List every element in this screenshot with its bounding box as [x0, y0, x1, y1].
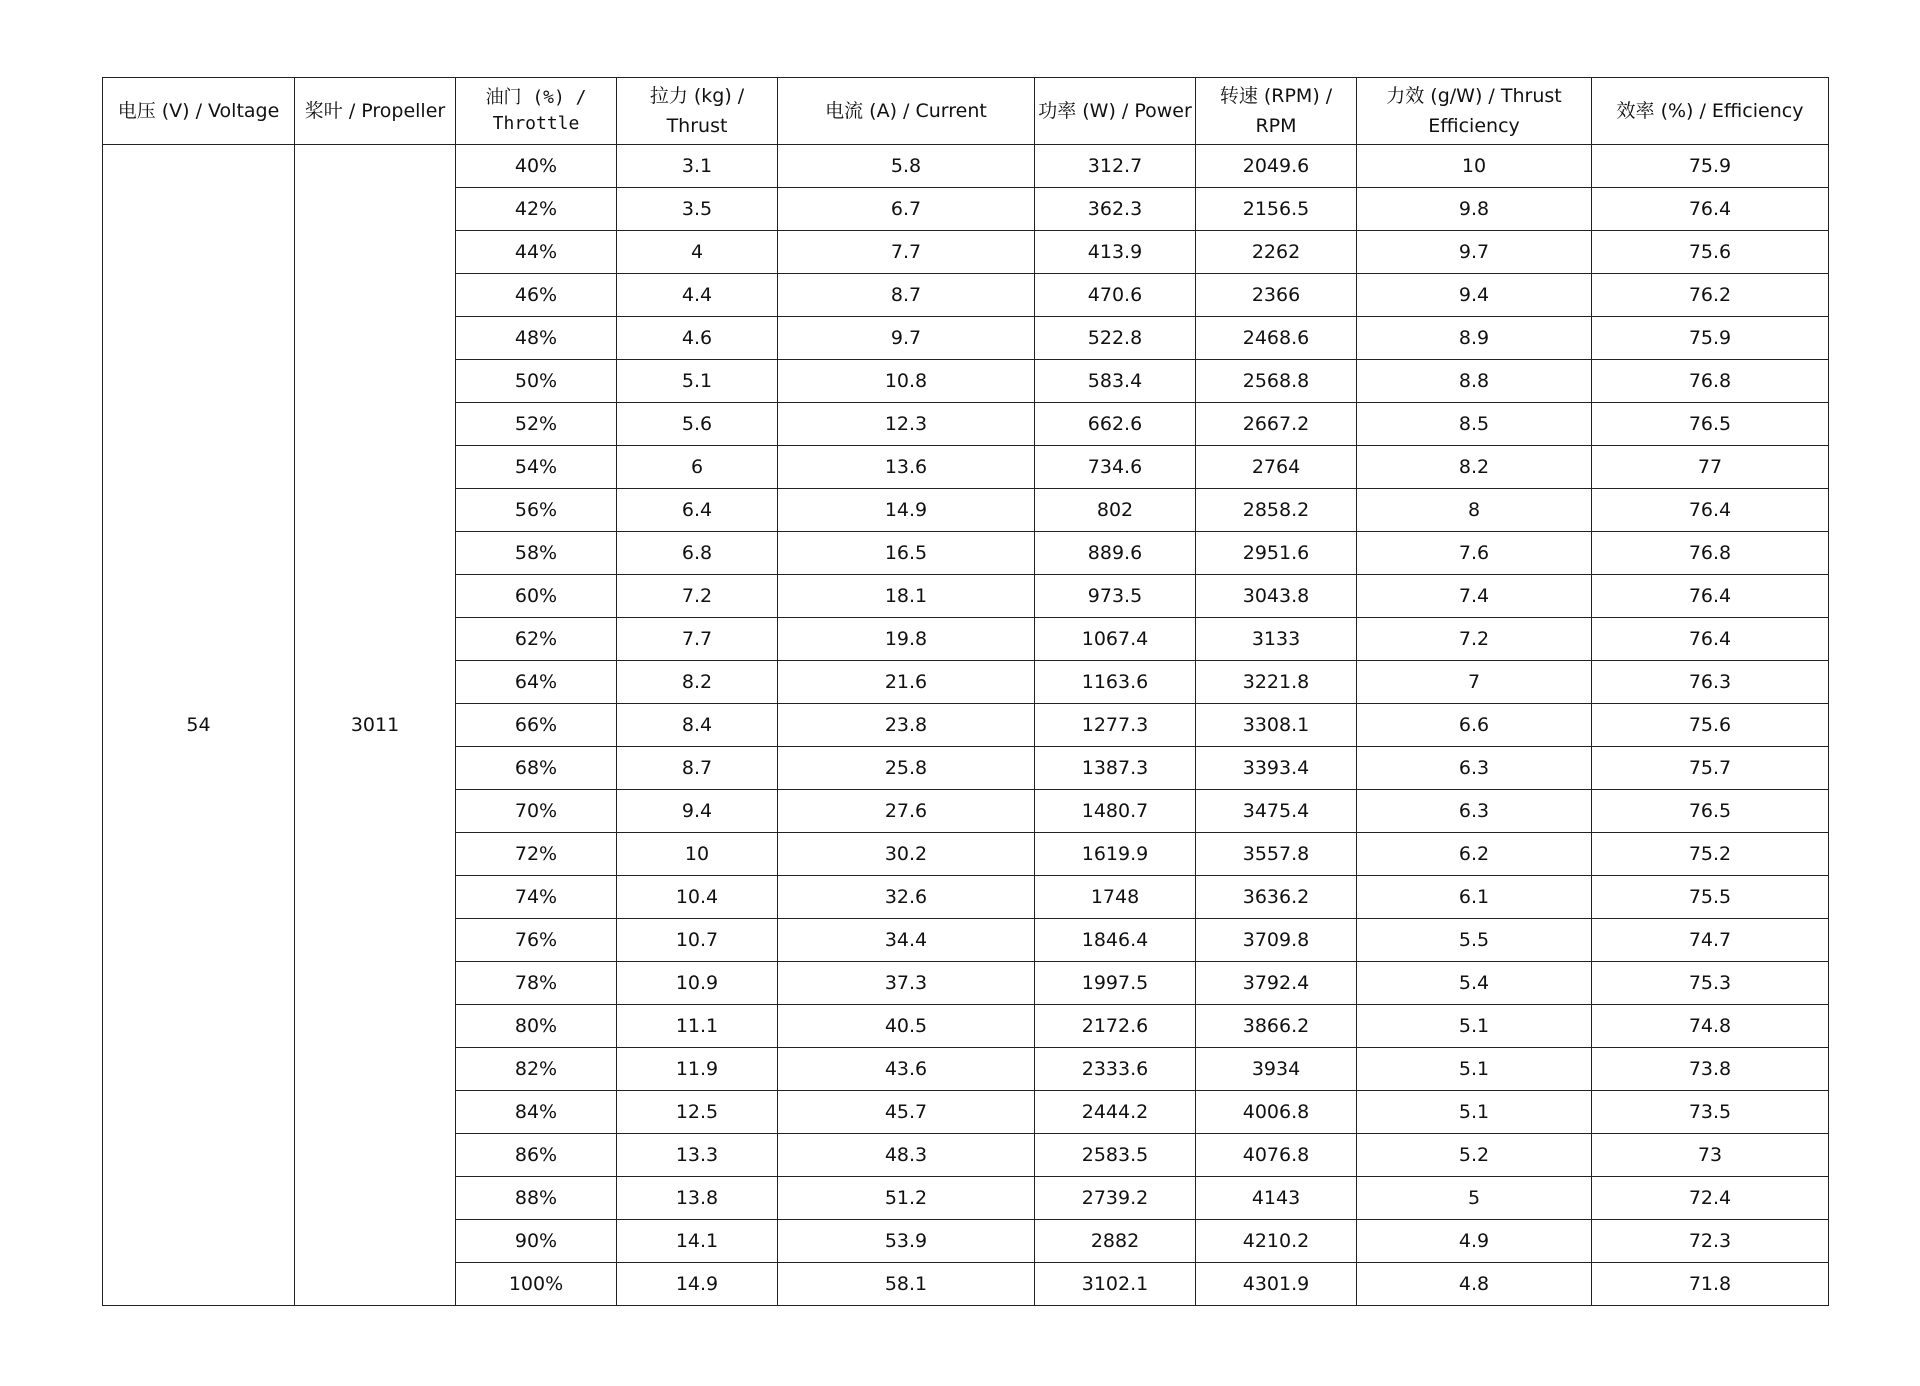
thrust-cell: 13.8 [617, 1177, 778, 1220]
power-cell: 889.6 [1035, 532, 1196, 575]
efficiency-cell: 72.3 [1592, 1220, 1829, 1263]
rpm-cell: 3792.4 [1196, 962, 1357, 1005]
power-cell: 973.5 [1035, 575, 1196, 618]
throttle-cell: 80% [456, 1005, 617, 1048]
thrust-cell: 8.4 [617, 704, 778, 747]
power-cell: 1480.7 [1035, 790, 1196, 833]
thrust-cell: 4 [617, 231, 778, 274]
thrust-efficiency-cell: 7 [1357, 661, 1592, 704]
power-cell: 1067.4 [1035, 618, 1196, 661]
header-throttle: 油门 (%) / Throttle [456, 78, 617, 145]
table-row [103, 145, 1829, 188]
rpm-cell: 3866.2 [1196, 1005, 1357, 1048]
thrust-efficiency-cell: 8.8 [1357, 360, 1592, 403]
efficiency-cell: 73 [1592, 1134, 1829, 1177]
power-cell: 2882 [1035, 1220, 1196, 1263]
throttle-cell: 48% [456, 317, 617, 360]
rpm-cell: 2951.6 [1196, 532, 1357, 575]
thrust-efficiency-cell: 6.3 [1357, 747, 1592, 790]
power-cell: 734.6 [1035, 446, 1196, 489]
thrust-cell: 6.8 [617, 532, 778, 575]
current-cell: 30.2 [778, 833, 1035, 876]
thrust-efficiency-cell: 5.5 [1357, 919, 1592, 962]
thrust-efficiency-cell: 5.1 [1357, 1005, 1592, 1048]
throttle-cell: 70% [456, 790, 617, 833]
current-cell: 8.7 [778, 274, 1035, 317]
current-cell: 58.1 [778, 1263, 1035, 1306]
current-cell: 37.3 [778, 962, 1035, 1005]
efficiency-cell: 71.8 [1592, 1263, 1829, 1306]
power-cell: 583.4 [1035, 360, 1196, 403]
propeller-cell: 3011 [295, 145, 456, 1306]
thrust-efficiency-cell: 8.5 [1357, 403, 1592, 446]
thrust-cell: 11.1 [617, 1005, 778, 1048]
efficiency-cell: 74.7 [1592, 919, 1829, 962]
thrust-efficiency-cell: 8 [1357, 489, 1592, 532]
efficiency-cell: 75.6 [1592, 704, 1829, 747]
rpm-cell: 2156.5 [1196, 188, 1357, 231]
rpm-cell: 2667.2 [1196, 403, 1357, 446]
power-cell: 3102.1 [1035, 1263, 1196, 1306]
current-cell: 53.9 [778, 1220, 1035, 1263]
throttle-cell: 68% [456, 747, 617, 790]
thrust-cell: 5.6 [617, 403, 778, 446]
efficiency-cell: 75.9 [1592, 145, 1829, 188]
efficiency-cell: 76.4 [1592, 188, 1829, 231]
efficiency-cell: 75.9 [1592, 317, 1829, 360]
thrust-efficiency-cell: 4.9 [1357, 1220, 1592, 1263]
current-cell: 12.3 [778, 403, 1035, 446]
rpm-cell: 4006.8 [1196, 1091, 1357, 1134]
throttle-cell: 86% [456, 1134, 617, 1177]
rpm-cell: 2568.8 [1196, 360, 1357, 403]
power-cell: 662.6 [1035, 403, 1196, 446]
thrust-cell: 10 [617, 833, 778, 876]
power-cell: 1997.5 [1035, 962, 1196, 1005]
power-cell: 362.3 [1035, 188, 1196, 231]
thrust-efficiency-cell: 8.2 [1357, 446, 1592, 489]
thrust-efficiency-cell: 7.2 [1357, 618, 1592, 661]
current-cell: 25.8 [778, 747, 1035, 790]
thrust-efficiency-cell: 6.3 [1357, 790, 1592, 833]
thrust-efficiency-cell: 5.1 [1357, 1048, 1592, 1091]
thrust-cell: 8.7 [617, 747, 778, 790]
thrust-efficiency-cell: 5.2 [1357, 1134, 1592, 1177]
thrust-cell: 3.5 [617, 188, 778, 231]
thrust-cell: 14.1 [617, 1220, 778, 1263]
thrust-cell: 10.9 [617, 962, 778, 1005]
power-cell: 1163.6 [1035, 661, 1196, 704]
rpm-cell: 4301.9 [1196, 1263, 1357, 1306]
rpm-cell: 3221.8 [1196, 661, 1357, 704]
current-cell: 21.6 [778, 661, 1035, 704]
efficiency-cell: 76.2 [1592, 274, 1829, 317]
current-cell: 5.8 [778, 145, 1035, 188]
current-cell: 51.2 [778, 1177, 1035, 1220]
thrust-cell: 13.3 [617, 1134, 778, 1177]
throttle-cell: 88% [456, 1177, 617, 1220]
rpm-cell: 2049.6 [1196, 145, 1357, 188]
efficiency-cell: 73.5 [1592, 1091, 1829, 1134]
current-cell: 48.3 [778, 1134, 1035, 1177]
rpm-cell: 3557.8 [1196, 833, 1357, 876]
rpm-cell: 2858.2 [1196, 489, 1357, 532]
efficiency-cell: 76.4 [1592, 575, 1829, 618]
header-row [103, 78, 1829, 145]
thrust-efficiency-cell: 7.6 [1357, 532, 1592, 575]
thrust-efficiency-cell: 5.4 [1357, 962, 1592, 1005]
thrust-efficiency-cell: 9.8 [1357, 188, 1592, 231]
current-cell: 13.6 [778, 446, 1035, 489]
current-cell: 10.8 [778, 360, 1035, 403]
thrust-cell: 8.2 [617, 661, 778, 704]
power-cell: 802 [1035, 489, 1196, 532]
throttle-cell: 52% [456, 403, 617, 446]
power-cell: 522.8 [1035, 317, 1196, 360]
current-cell: 40.5 [778, 1005, 1035, 1048]
header-propeller: 桨叶 / Propeller [295, 78, 456, 145]
power-cell: 2739.2 [1035, 1177, 1196, 1220]
thrust-cell: 11.9 [617, 1048, 778, 1091]
current-cell: 43.6 [778, 1048, 1035, 1091]
rpm-cell: 3133 [1196, 618, 1357, 661]
current-cell: 9.7 [778, 317, 1035, 360]
efficiency-cell: 76.4 [1592, 489, 1829, 532]
efficiency-cell: 74.8 [1592, 1005, 1829, 1048]
current-cell: 45.7 [778, 1091, 1035, 1134]
thrust-efficiency-cell: 8.9 [1357, 317, 1592, 360]
efficiency-cell: 76.8 [1592, 360, 1829, 403]
efficiency-cell: 76.5 [1592, 403, 1829, 446]
throttle-cell: 72% [456, 833, 617, 876]
throttle-cell: 42% [456, 188, 617, 231]
efficiency-cell: 75.7 [1592, 747, 1829, 790]
header-thrust-efficiency: 力效 (g/W) / Thrust Efficiency [1357, 78, 1592, 145]
efficiency-cell: 76.8 [1592, 532, 1829, 575]
efficiency-cell: 73.8 [1592, 1048, 1829, 1091]
rpm-cell: 2262 [1196, 231, 1357, 274]
current-cell: 18.1 [778, 575, 1035, 618]
power-cell: 2583.5 [1035, 1134, 1196, 1177]
efficiency-cell: 77 [1592, 446, 1829, 489]
thrust-efficiency-cell: 7.4 [1357, 575, 1592, 618]
thrust-cell: 9.4 [617, 790, 778, 833]
power-cell: 2333.6 [1035, 1048, 1196, 1091]
thrust-cell: 12.5 [617, 1091, 778, 1134]
throttle-cell: 84% [456, 1091, 617, 1134]
header-power: 功率 (W) / Power [1035, 78, 1196, 145]
rpm-cell: 3308.1 [1196, 704, 1357, 747]
current-cell: 6.7 [778, 188, 1035, 231]
current-cell: 32.6 [778, 876, 1035, 919]
thrust-cell: 7.2 [617, 575, 778, 618]
efficiency-cell: 72.4 [1592, 1177, 1829, 1220]
thrust-cell: 6.4 [617, 489, 778, 532]
throttle-cell: 78% [456, 962, 617, 1005]
efficiency-cell: 76.5 [1592, 790, 1829, 833]
efficiency-cell: 75.3 [1592, 962, 1829, 1005]
rpm-cell: 4210.2 [1196, 1220, 1357, 1263]
throttle-cell: 50% [456, 360, 617, 403]
throttle-cell: 90% [456, 1220, 617, 1263]
throttle-cell: 74% [456, 876, 617, 919]
rpm-cell: 2366 [1196, 274, 1357, 317]
current-cell: 19.8 [778, 618, 1035, 661]
throttle-cell: 64% [456, 661, 617, 704]
power-cell: 1619.9 [1035, 833, 1196, 876]
thrust-efficiency-cell: 6.6 [1357, 704, 1592, 747]
efficiency-cell: 76.3 [1592, 661, 1829, 704]
thrust-efficiency-cell: 10 [1357, 145, 1592, 188]
power-cell: 413.9 [1035, 231, 1196, 274]
throttle-cell: 66% [456, 704, 617, 747]
rpm-cell: 3636.2 [1196, 876, 1357, 919]
throttle-cell: 56% [456, 489, 617, 532]
power-cell: 1846.4 [1035, 919, 1196, 962]
power-cell: 2444.2 [1035, 1091, 1196, 1134]
current-cell: 7.7 [778, 231, 1035, 274]
rpm-cell: 2764 [1196, 446, 1357, 489]
rpm-cell: 3934 [1196, 1048, 1357, 1091]
thrust-cell: 6 [617, 446, 778, 489]
current-cell: 16.5 [778, 532, 1035, 575]
current-cell: 14.9 [778, 489, 1035, 532]
rpm-cell: 3475.4 [1196, 790, 1357, 833]
throttle-cell: 76% [456, 919, 617, 962]
motor-test-table [102, 77, 1829, 1306]
efficiency-cell: 75.6 [1592, 231, 1829, 274]
thrust-efficiency-cell: 6.1 [1357, 876, 1592, 919]
throttle-cell: 62% [456, 618, 617, 661]
thrust-cell: 3.1 [617, 145, 778, 188]
thrust-efficiency-cell: 4.8 [1357, 1263, 1592, 1306]
thrust-efficiency-cell: 9.7 [1357, 231, 1592, 274]
thrust-cell: 7.7 [617, 618, 778, 661]
rpm-cell: 2468.6 [1196, 317, 1357, 360]
efficiency-cell: 75.2 [1592, 833, 1829, 876]
header-thrust: 拉力 (kg) / Thrust [617, 78, 778, 145]
thrust-cell: 10.4 [617, 876, 778, 919]
rpm-cell: 4076.8 [1196, 1134, 1357, 1177]
power-cell: 312.7 [1035, 145, 1196, 188]
throttle-cell: 100% [456, 1263, 617, 1306]
table-body [103, 145, 1829, 1306]
header-efficiency: 效率 (%) / Efficiency [1592, 78, 1829, 145]
current-cell: 27.6 [778, 790, 1035, 833]
voltage-cell: 54 [103, 145, 295, 1306]
thrust-cell: 4.6 [617, 317, 778, 360]
thrust-cell: 14.9 [617, 1263, 778, 1306]
thrust-efficiency-cell: 6.2 [1357, 833, 1592, 876]
header-current: 电流 (A) / Current [778, 78, 1035, 145]
power-cell: 1277.3 [1035, 704, 1196, 747]
throttle-cell: 60% [456, 575, 617, 618]
rpm-cell: 3709.8 [1196, 919, 1357, 962]
thrust-efficiency-cell: 5 [1357, 1177, 1592, 1220]
rpm-cell: 3043.8 [1196, 575, 1357, 618]
throttle-cell: 44% [456, 231, 617, 274]
throttle-cell: 82% [456, 1048, 617, 1091]
header-voltage: 电压 (V) / Voltage [103, 78, 295, 145]
power-cell: 470.6 [1035, 274, 1196, 317]
thrust-cell: 5.1 [617, 360, 778, 403]
throttle-cell: 54% [456, 446, 617, 489]
throttle-cell: 40% [456, 145, 617, 188]
efficiency-cell: 76.4 [1592, 618, 1829, 661]
power-cell: 1387.3 [1035, 747, 1196, 790]
rpm-cell: 3393.4 [1196, 747, 1357, 790]
throttle-cell: 46% [456, 274, 617, 317]
power-cell: 2172.6 [1035, 1005, 1196, 1048]
throttle-cell: 58% [456, 532, 617, 575]
current-cell: 23.8 [778, 704, 1035, 747]
thrust-efficiency-cell: 9.4 [1357, 274, 1592, 317]
thrust-efficiency-cell: 5.1 [1357, 1091, 1592, 1134]
thrust-cell: 10.7 [617, 919, 778, 962]
power-cell: 1748 [1035, 876, 1196, 919]
current-cell: 34.4 [778, 919, 1035, 962]
rpm-cell: 4143 [1196, 1177, 1357, 1220]
efficiency-cell: 75.5 [1592, 876, 1829, 919]
thrust-cell: 4.4 [617, 274, 778, 317]
header-rpm: 转速 (RPM) / RPM [1196, 78, 1357, 145]
